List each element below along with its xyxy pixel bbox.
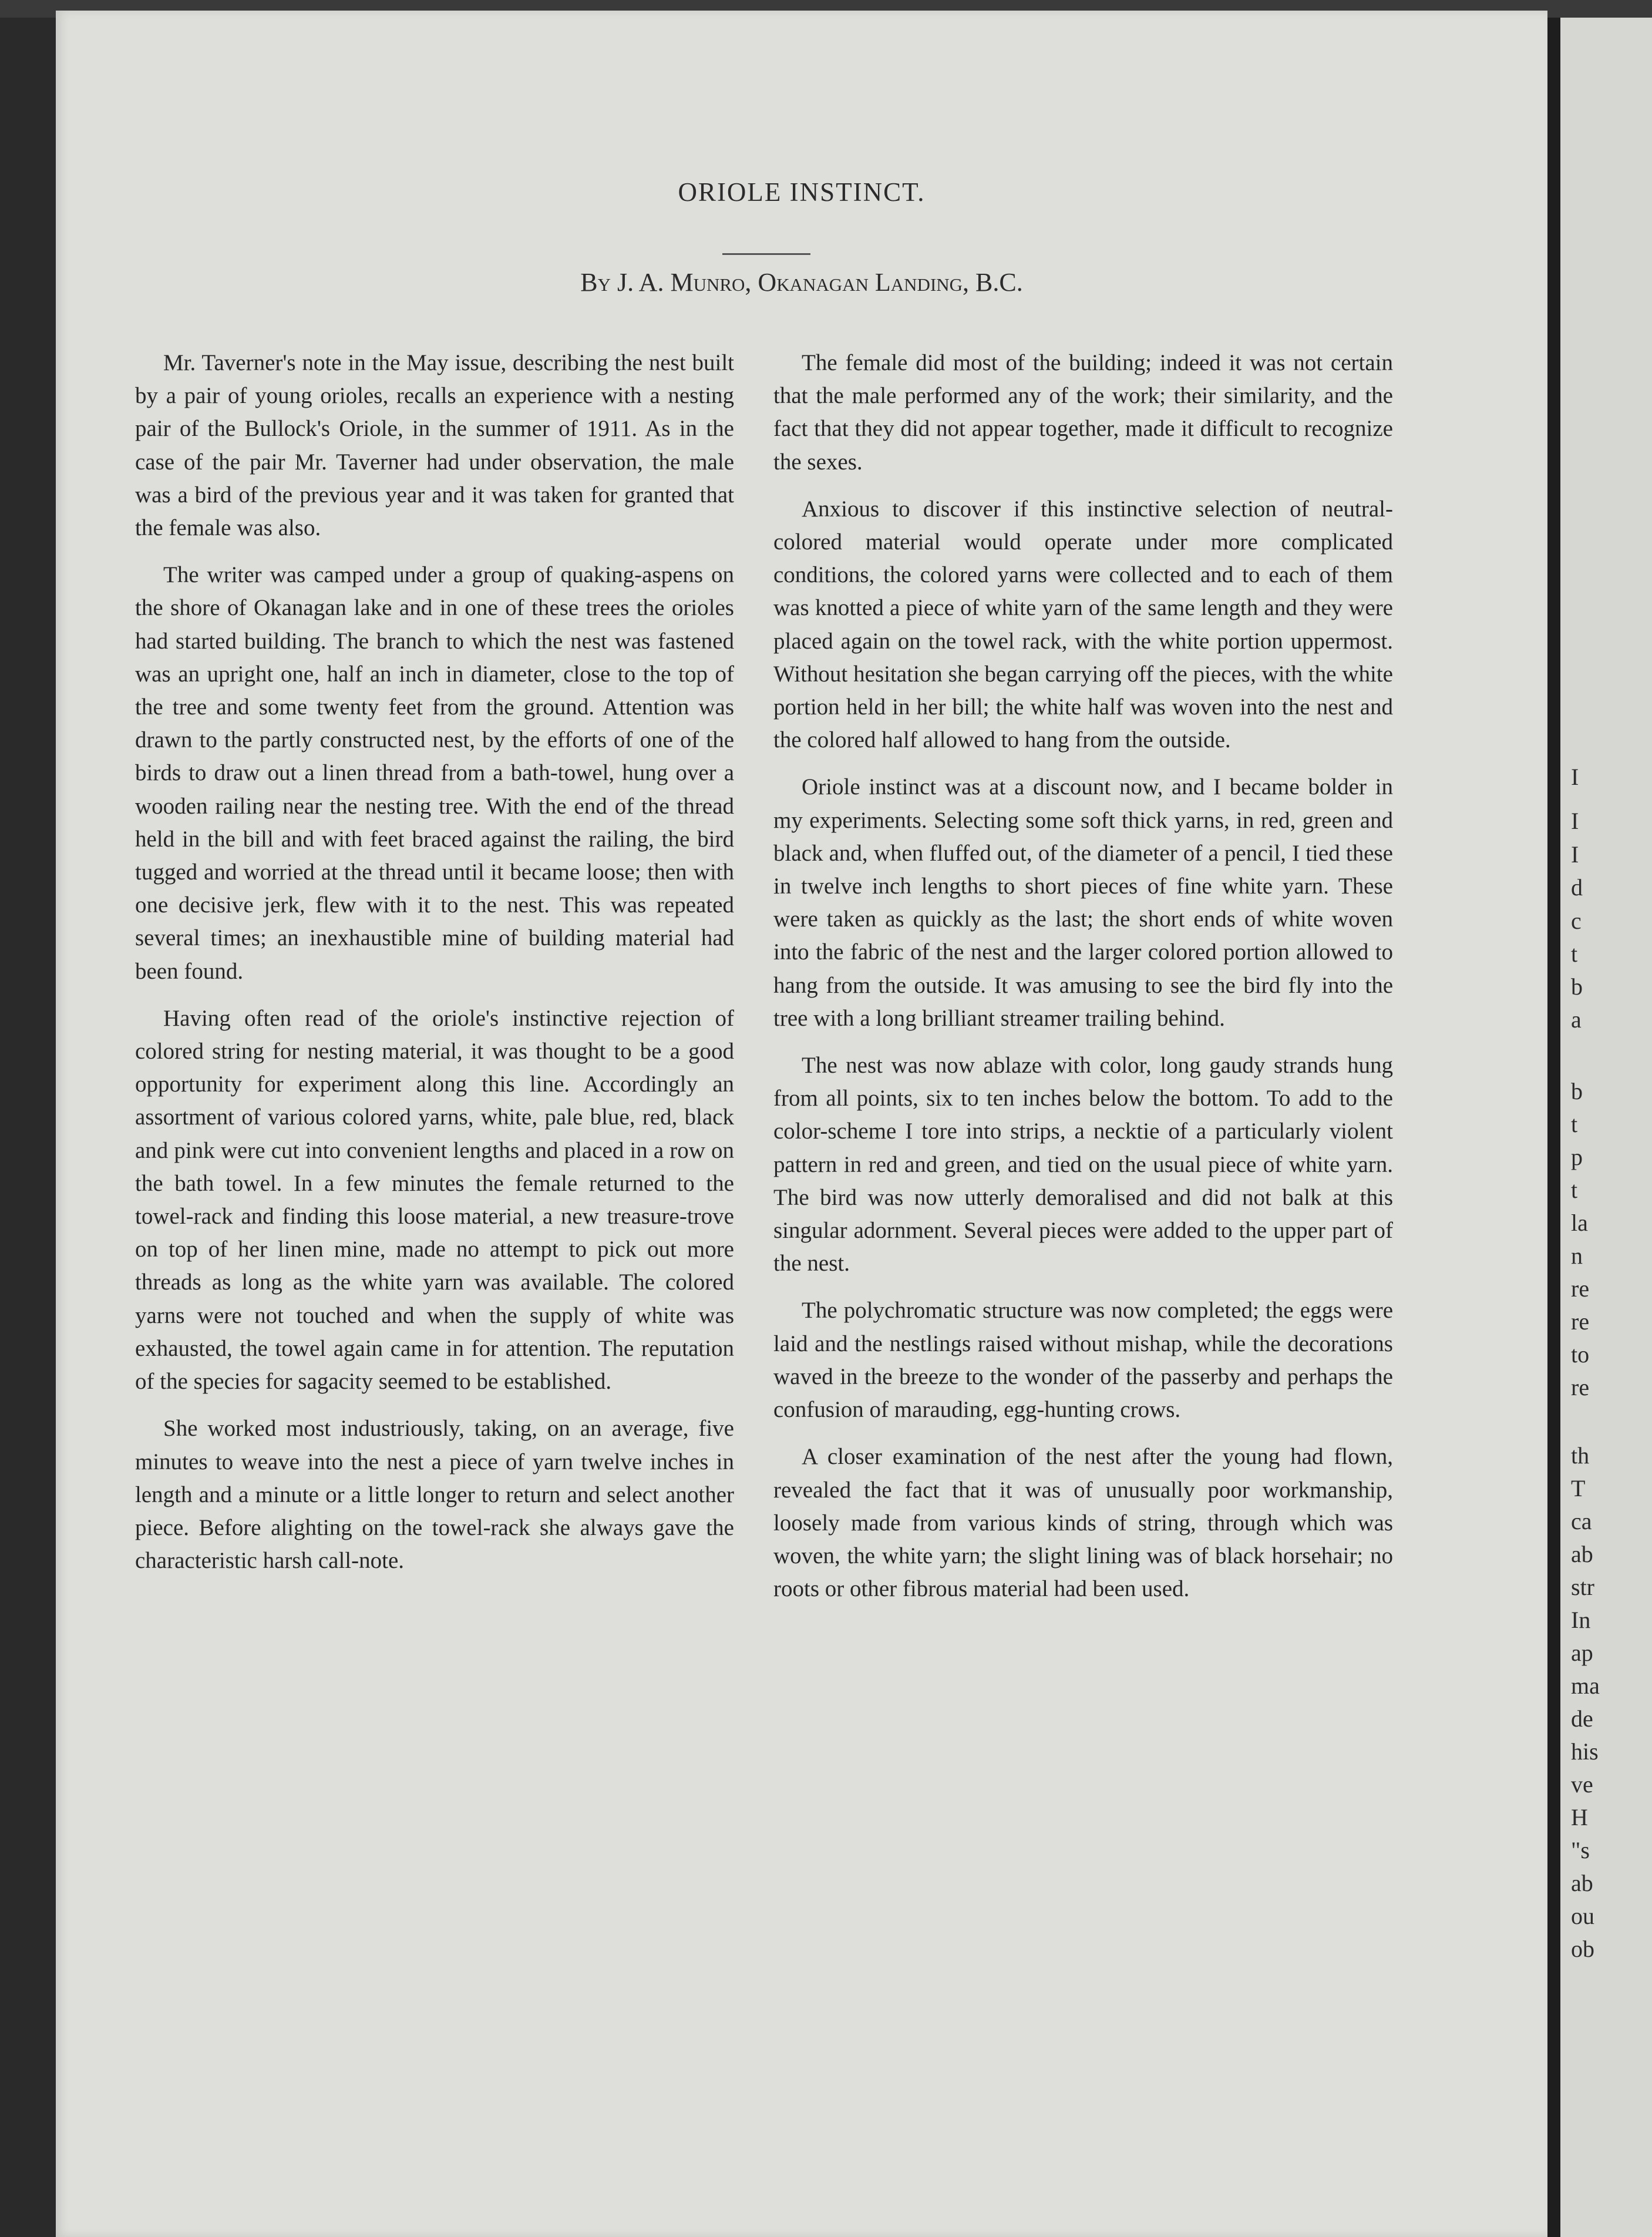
fragment: th (1571, 1442, 1590, 1469)
document-page (56, 11, 1547, 2237)
fragment: re (1571, 1374, 1590, 1400)
fragment: re (1571, 1275, 1590, 1302)
fragment: t (1571, 1177, 1578, 1203)
fragment: H (1571, 1804, 1588, 1830)
paragraph: She worked most industriously, taking, on an average, five minutes to weave into the nest a piece of yarn twelve inches in length and a minute or a little longer to return and select another piece. Before alighting on the towel-rack she always gave the characteristic harsh call-note. (135, 1416, 734, 1574)
paragraph: Anxious to discover if this instinctive selection of neutral-colored material would operate under more complicated conditions, the colored yarns were collected and to each of them was knotted a piece of white yarn of the same length and they were placed again on the towel rack, with the white portion uppermost. Without hesitation she began carrying off the pieces, with the white portion held in her bill; the white half was woven into the nest and the colored half allowed to hang from the outside. (773, 496, 1393, 753)
fragment: de (1571, 1705, 1593, 1732)
fragment: re (1571, 1308, 1590, 1335)
title-divider (722, 253, 810, 255)
fragment: b (1571, 1078, 1583, 1104)
fragment: ma (1571, 1672, 1600, 1699)
fragment: t (1571, 941, 1578, 967)
fragment: d (1571, 874, 1583, 901)
fragment: T (1571, 1475, 1586, 1502)
fragment: str (1571, 1574, 1594, 1600)
paragraph: The female did most of the building; indeed it was not certain that the male performed any of the work; their similarity, and the fact that they did not appear together, made it difficult to recognize the sexes. (773, 350, 1393, 475)
fragment: c (1571, 908, 1582, 934)
fragment: I (1571, 841, 1579, 868)
fragment: ab (1571, 1870, 1593, 1896)
fragment: t (1571, 1111, 1578, 1137)
book-gutter (1547, 18, 1560, 2237)
fragment: to (1571, 1341, 1590, 1368)
article-byline: By J. A. Munro, Okanagan Landing, B.C. (580, 268, 1023, 297)
paragraph: The writer was camped under a group of quaking-aspens on the shore of Okanagan lake and in one of these trees the orioles had started building. The branch to which the nest was fastened was an upright one, half an inch in diameter, close to the top of the tree and some twenty feet from the ground. Attention was drawn to the partly constructed nest, by the efforts of one of the birds to draw out a linen thread from a bath-towel, hung over a wooden railing near the nesting tree. With the end of the thread held in the bill and with feet braced against the railing, the bird tugged and worried at the thread until it became loose; then with one decisive jerk, flew with it to the nest. This was repeated several times; an inexhaustible mine of building material had been found. (135, 562, 734, 984)
facing-page-fragments (1571, 0, 1652, 2237)
paragraph: The nest was now ablaze with color, long gaudy strands hung from all points, six to ten inches below the bottom. To add to the color-scheme I tore into strips, a necktie of a particularly violent pattern in red and green, and tied on the usual piece of white yarn. The bird was now utterly demoralised and did not balk at this singular adornment. Several pieces were added to the upper part of the nest. (773, 1053, 1393, 1277)
fragment: "s (1571, 1837, 1590, 1863)
fragment: In (1571, 1607, 1591, 1633)
paragraph: Oriole instinct was at a discount now, and I became bolder in my experiments. Selecting some soft thick yarns, in red, green and black and, when fluffed out, of the diameter of a pencil, I tied these in twelve inch lengths to short pieces of fine white yarn. These were taken as quickly as the last; the short ends of white woven into the fabric of the nest and the larger colored portion allowed to hang from the outside. It was amusing to see the bird fly into the tree with a long brilliant streamer trailing behind. (773, 774, 1393, 1031)
fragment: ve (1571, 1771, 1593, 1798)
left-column (135, 347, 734, 1591)
paragraph: Mr. Taverner's note in the May issue, describing the nest built by a pair of young orioles, recalls an experience with a nesting pair of the Bullock's Oriole, in the summer of 1911. As in the case of the pair Mr. Taverner had under observation, the male was a bird of the previous year and it was taken for granted that the female was also. (135, 350, 734, 541)
fragment: ou (1571, 1903, 1594, 1929)
fragment: ob (1571, 1936, 1594, 1962)
fragment: I (1571, 808, 1579, 834)
fragment: ca (1571, 1508, 1592, 1534)
right-column (773, 347, 1393, 1620)
fragment: b (1571, 973, 1583, 1000)
fragment: a (1571, 1006, 1582, 1033)
paragraph: Having often read of the oriole's instinctive rejection of colored string for nesting material, it was thought to be a good opportunity for experiment along this line. Accordingly an assortment of various colored yarns, white, pale blue, red, black and pink were cut into convenient lengths and placed in a row on the bath towel. In a few minutes the female returned to the towel-rack and finding this loose material, a new treasure-trove on top of her linen mine, made no attempt to pick out more threads as long as the white yarn was available. The colored yarns were not touched and when the supply of white was exhausted, the towel again came in for attention. The reputation of the species for sagacity seemed to be established. (135, 1005, 734, 1395)
fragment: n (1571, 1242, 1583, 1269)
fragment: I (1571, 764, 1579, 790)
paragraph: A closer examination of the nest after the young had flown, revealed the fact that it was of unusually poor workmanship, loosely made from various kinds of string, through which was woven, the white yarn; the slight lining was of black horsehair; no roots or other fibrous material had been used. (773, 1444, 1393, 1602)
fragment: ab (1571, 1541, 1593, 1567)
fragment: p (1571, 1144, 1583, 1170)
article-title: ORIOLE INSTINCT. (678, 177, 926, 207)
fragment: his (1571, 1738, 1599, 1765)
fragment: ap (1571, 1640, 1593, 1666)
fragment: la (1571, 1210, 1588, 1236)
paragraph: The polychromatic structure was now completed; the eggs were laid and the nestlings raised without mishap, while the decorations waved in the breeze to the wonder of the passerby and perhaps the confusion of marauding, egg-hunting crows. (773, 1298, 1393, 1423)
